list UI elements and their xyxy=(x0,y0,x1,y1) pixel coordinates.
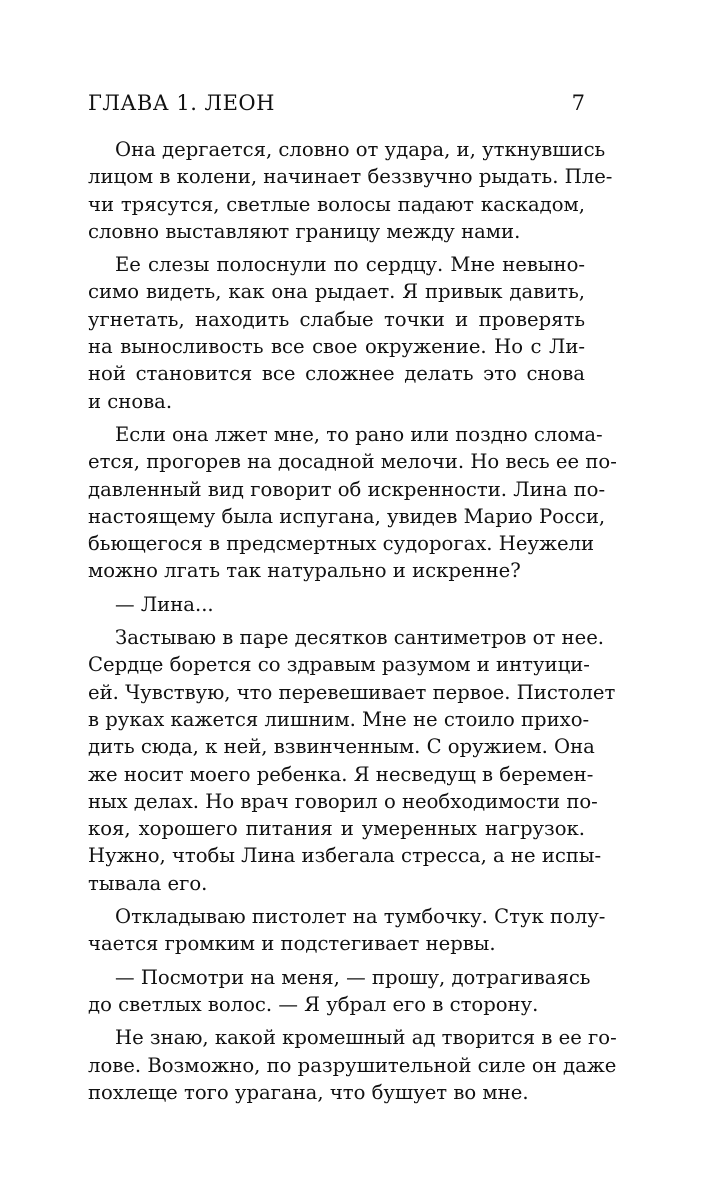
text-line: ей. Чувствую, что перевешивает первое. Пистолет xyxy=(88,680,616,704)
text-line: чи трясутся, светлые волосы падают каскадом, xyxy=(88,192,585,216)
text-line: тывала его. xyxy=(88,871,208,895)
text-line: — Посмотри на меня, — прошу, дотрагиваясь xyxy=(115,965,591,989)
chapter-title: ГЛАВА 1. ЛЕОН xyxy=(88,91,275,115)
paragraph xyxy=(88,591,585,618)
text-line: Сердце борется со здравым разумом и интуици- xyxy=(88,653,590,677)
paragraph xyxy=(88,624,616,897)
paragraph xyxy=(88,251,585,415)
page-number: 7 xyxy=(571,91,585,115)
text-line: бьющегося в предсмертных судорогах. Неужели xyxy=(88,532,595,556)
text-line: дить сюда, к ней, взвинченным. С оружием. Она xyxy=(88,735,595,759)
paragraph xyxy=(88,1024,617,1106)
text-line: симо видеть, как она рыдает. Я привык давить, xyxy=(88,280,585,304)
text-line: в руках кажется лишним. Мне не стоило прихо- xyxy=(88,707,590,731)
text-line: же носит моего ребенка. Я несведущ в беремен- xyxy=(88,762,594,786)
paragraph xyxy=(88,421,617,585)
text-line: Застываю в паре десятков сантиметров от нее. xyxy=(115,626,605,650)
paragraph xyxy=(88,964,591,1019)
text-line: ной становится все сложнее делать это снова xyxy=(88,362,585,386)
paragraph xyxy=(88,903,606,958)
body-text xyxy=(88,136,617,1112)
paragraph xyxy=(88,136,613,245)
text-line: Нужно, чтобы Лина избегала стресса, а не испы- xyxy=(88,844,602,868)
text-line: Она дергается, словно от удара, и, уткнувшись xyxy=(115,138,606,161)
text-line: до светлых волос. — Я убрал его в сторону. xyxy=(88,992,539,1016)
text-line: настоящему была испугана, увидев Марио Росси, xyxy=(88,504,606,528)
text-line: — Лина... xyxy=(115,592,214,616)
text-line: и снова. xyxy=(88,389,173,413)
text-line: Не знаю, какой кромешный ад творится в ее го- xyxy=(115,1026,617,1050)
running-head xyxy=(88,88,585,118)
text-line: лове. Возможно, по разрушительной силе он даже xyxy=(88,1053,617,1077)
text-line: коя, хорошего питания и умеренных нагрузок. xyxy=(88,817,585,841)
text-line: чается громким и подстегивает нервы. xyxy=(88,932,496,956)
text-line: ных делах. Но врач говорил о необходимости по- xyxy=(88,789,598,813)
text-line: Если она лжет мне, то рано или поздно слома- xyxy=(115,422,603,446)
text-line: Откладываю пистолет на тумбочку. Стук полу- xyxy=(115,905,606,929)
text-line: похлеще того урагана, что бушует во мне. xyxy=(88,1080,529,1104)
text-line: ется, прогорев на досадной мелочи. Но весь ее по- xyxy=(88,450,617,474)
text-line: словно выставляют границу между нами. xyxy=(88,219,521,243)
text-line: угнетать, находить слабые точки и проверять xyxy=(88,307,585,331)
text-line: на выносливость все свое окружение. Но с Ли- xyxy=(88,335,585,359)
text-line: лицом в колени, начинает беззвучно рыдать. Пле- xyxy=(88,165,613,189)
text-line: Ее слезы полоснули по сердцу. Мне невыно- xyxy=(115,253,585,277)
text-line: давленный вид говорит об искренности. Лина по- xyxy=(88,477,606,501)
text-line: можно лгать так натурально и искренне? xyxy=(88,559,521,583)
